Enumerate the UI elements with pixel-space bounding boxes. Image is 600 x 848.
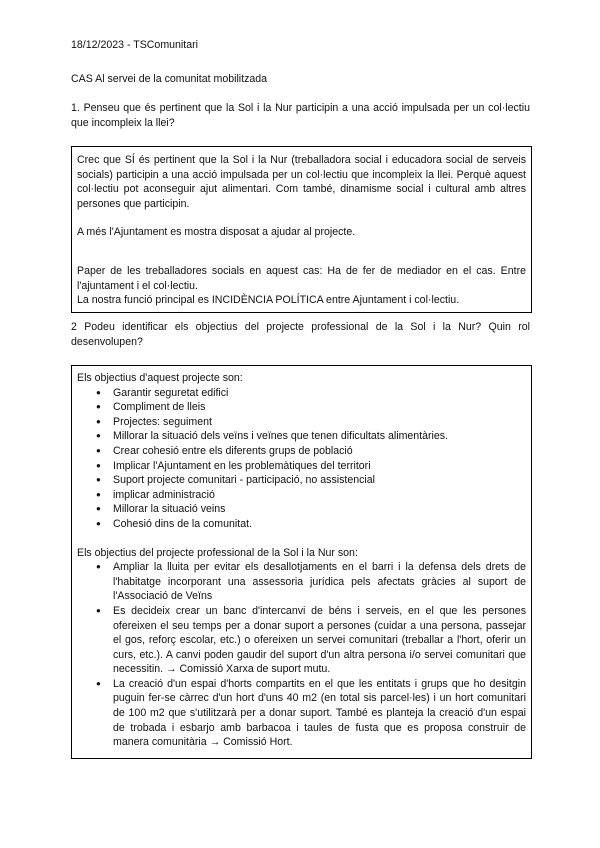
answer-1-paragraph-2: A més l'Ajuntament es mostra disposat a ajudar al projecte. (77, 226, 356, 239)
list-item: ● Garantir seguretat edifici (77, 386, 526, 401)
list-item: ● Suport projecte comunitari - participació, no assistencial (77, 473, 526, 488)
objectives-list-1 (77, 386, 526, 532)
list-item: ● Projectes: seguiment (77, 415, 526, 430)
case-title: CAS Al servei de la comunitat mobilitzada (71, 73, 268, 85)
objectives-list-2 (77, 560, 526, 750)
answer-1-paragraph-1: Crec que SÍ és pertinent que la Sol i la Nur (treballadora social i educadora social de serveis socials) participin a una acció impulsada per un col·lectiu que incompleix la llei. Perquè aquest col·lectiu pot aconseguir ajut alimentari. Com també, dinamisme social i cultural amb altres persones que participin. (77, 154, 526, 210)
list-item: ● La creació d'un espai d'horts compartits en el que les entitats i grups que ho desitgin puguin fer-se càrrec d'un hort d'uns 40 m2 (en total sis parcel·les) i un hort comunitari de 100 m2 que s'utilitzarà per a donar suport. També es planteja la creació d'un espai de trobada i esbarjo amb barbacoa i taules de fusta que es proposa construir de manera comunitària → Comissió Hort. (77, 677, 526, 750)
answer-1-paragraph-4: La nostra funció principal es INCIDÈNCIA POLÍTICA entre Ajuntament i col·lectiu. (77, 294, 460, 307)
list-item: ● Millorar la situació veins (77, 502, 526, 517)
list-item: ● Crear cohesió entre els diferents grups de població (77, 444, 526, 459)
objectives-intro-2: Els objectius del projecte professional de la Sol i la Nur son: (77, 546, 358, 559)
answer-1-box (71, 146, 532, 313)
list-item: ● Compliment de lleis (77, 400, 526, 415)
list-item: ● implicar administració (77, 488, 526, 503)
list-item: ● Es decideix crear un banc d'intercanvi de béns i serveis, en el que les persones ofereixen el seu temps per a donar suport a persones (cuidar a una persona, passejar el gos, reforç escolar, etc.) o ofereixen un servei comunitari (treballar a l'hort, oferir un curs, etc.). A canvi poden gaudir del suport d'un altra persona i/o servei comunitari que necessitin. → Comissió Xarxa de suport mutu. (77, 604, 526, 677)
question-1: 1. Penseu que és pertinent que la Sol i la Nur participin a una acció impulsada per un col·lectiu que incompleix la llei? (71, 102, 530, 129)
list-item: ● Ampliar la lluita per evitar els desallotjaments en el barri i la defensa dels drets de l'habitatge incorporant una assessoria jurídica pels afectats gràcies al suport de l'Associació de Veïns (77, 560, 526, 604)
list-item: ● Cohesió dins de la comunitat. (77, 517, 526, 532)
answer-2-box (71, 365, 532, 759)
list-item: ● Implicar l'Ajuntament en les problemàtiques del territori (77, 459, 526, 474)
date-header: 18/12/2023 - TSComunitari (71, 39, 199, 51)
objectives-intro-1: Els objectius d'aquest projecte son: (77, 372, 243, 384)
list-item: ● Millorar la situació dels veïns i veïnes que tenen dificultats alimentàries. (77, 429, 526, 444)
question-2: 2 Podeu identificar els objectius del projecte professional de la Sol i la Nur? Quin rol desenvolupen? (71, 321, 530, 348)
answer-1-paragraph-3: Paper de les treballadores socials en aquest cas: Ha de fer de mediador en el cas. Entre l'ajuntament i el col·lectiu. (77, 264, 526, 292)
